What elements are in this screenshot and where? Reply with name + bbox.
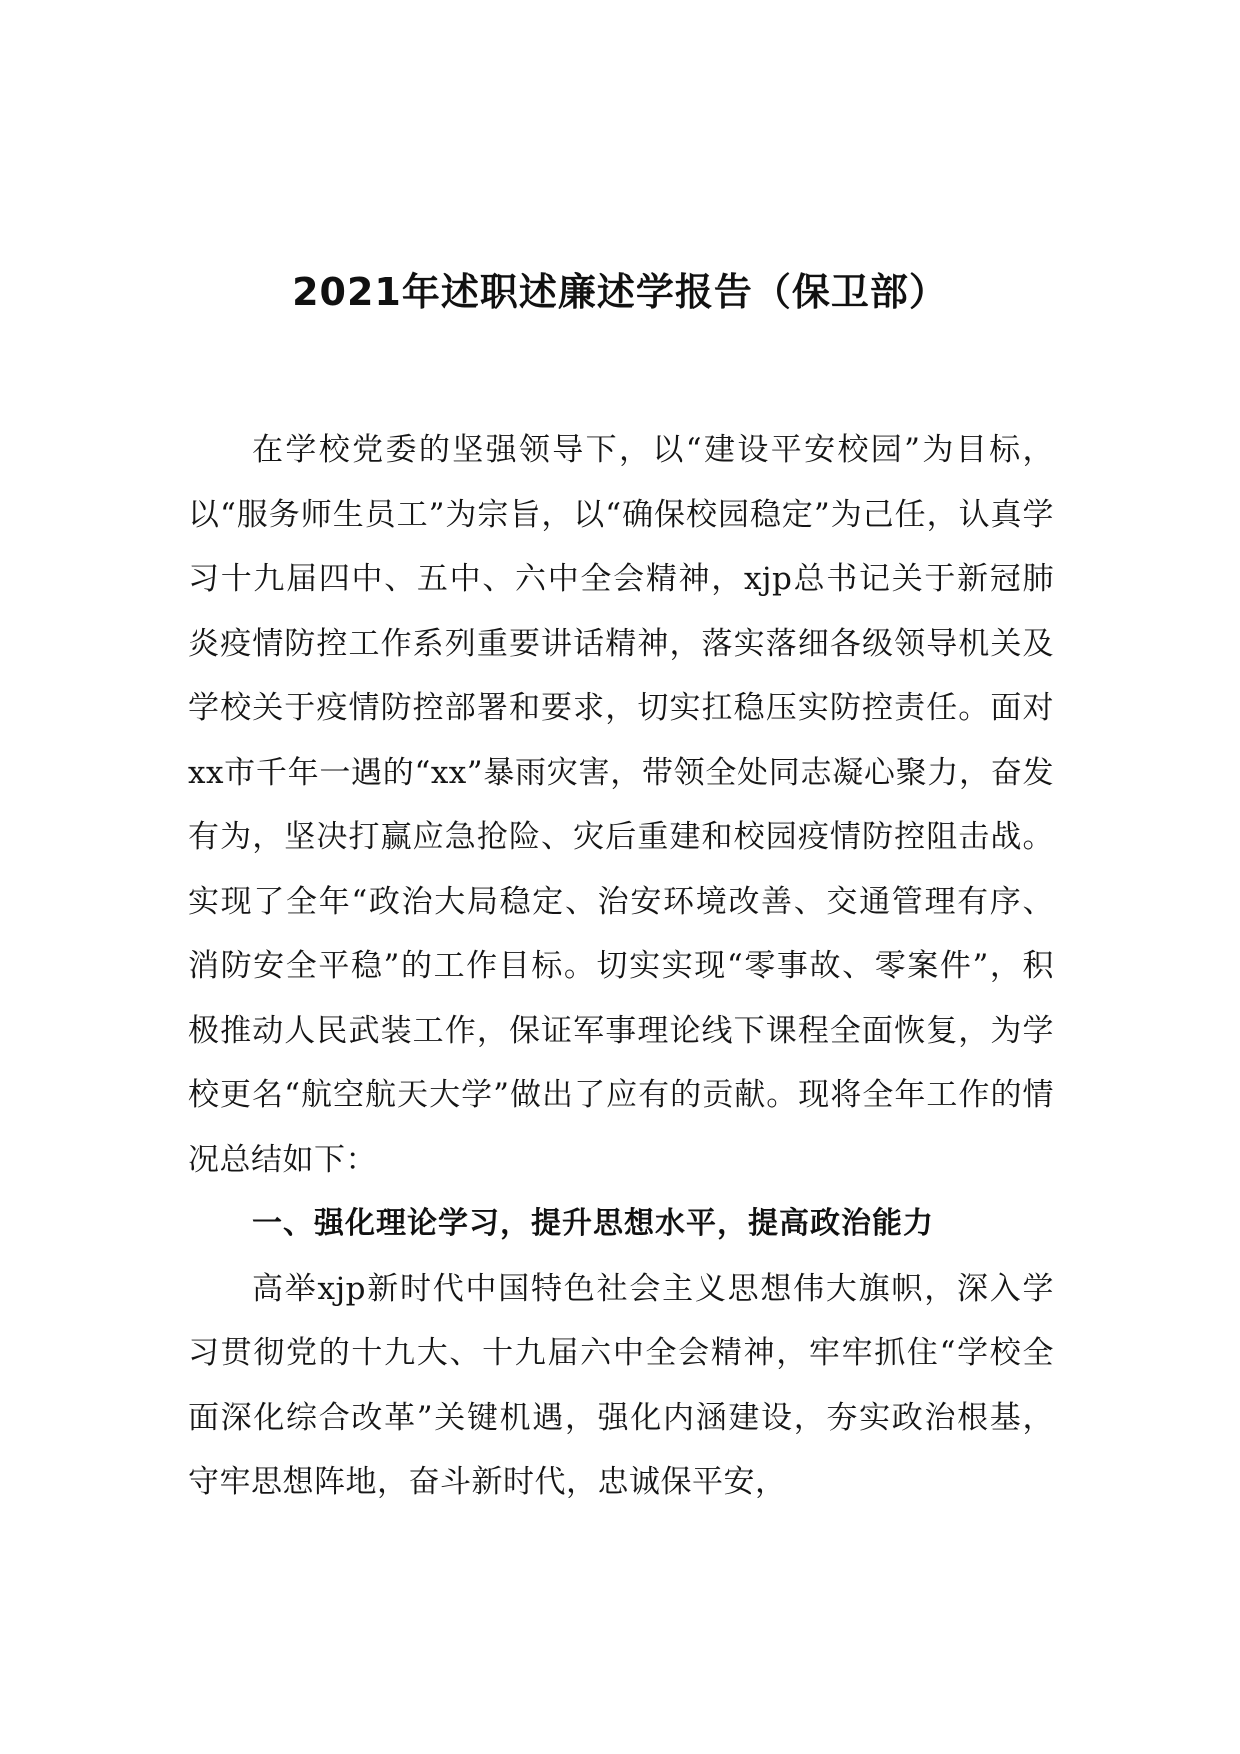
intro-paragraph: 在学校党委的坚强领导下，以“建设平安校园”为目标，以“服务师生员工”为宗旨，以“确保校园稳定”为己任，认真学习十九届四中、五中、六中全会精神，xjp总书记关于新冠肺炎疫情防控工作系列重要讲话精神，落实落细各级领导机关及学校关于疫情防控部署和要求，切实扛稳压实防控责任。面对xx市千年一遇的“xx”暴雨灾害，带领全处同志凝心聚力，奋发有为，坚决打赢应急抢险、灾后重建和校园疫情防控阻击战。实现了全年“政治大局稳定、治安环境改善、交通管理有序、消防安全平稳”的工作目标。切实实现“零事故、零案件”，积极推动人民武装工作，保证军事理论线下课程全面恢复，为学校更名“航空航天大学”做出了应有的贡献。现将全年工作的情况总结如下： [188,432,1054,1178]
section-heading: 一、强化理论学习，提升思想水平，提高政治能力 [252,1206,934,1241]
document-body [188,418,1054,1515]
section-paragraph: 高举xjp新时代中国特色社会主义思想伟大旗帜，深入学习贯彻党的十九大、十九届六中全会精神，牢牢抓住“学校全面深化综合改革”关键机遇，强化内涵建设，夯实政治根基，守牢思想阵地，奋斗新时代，忠诚保平安， [188,1270,1054,1500]
document-title: 2021年述职述廉述学报告（保卫部） [292,270,948,314]
